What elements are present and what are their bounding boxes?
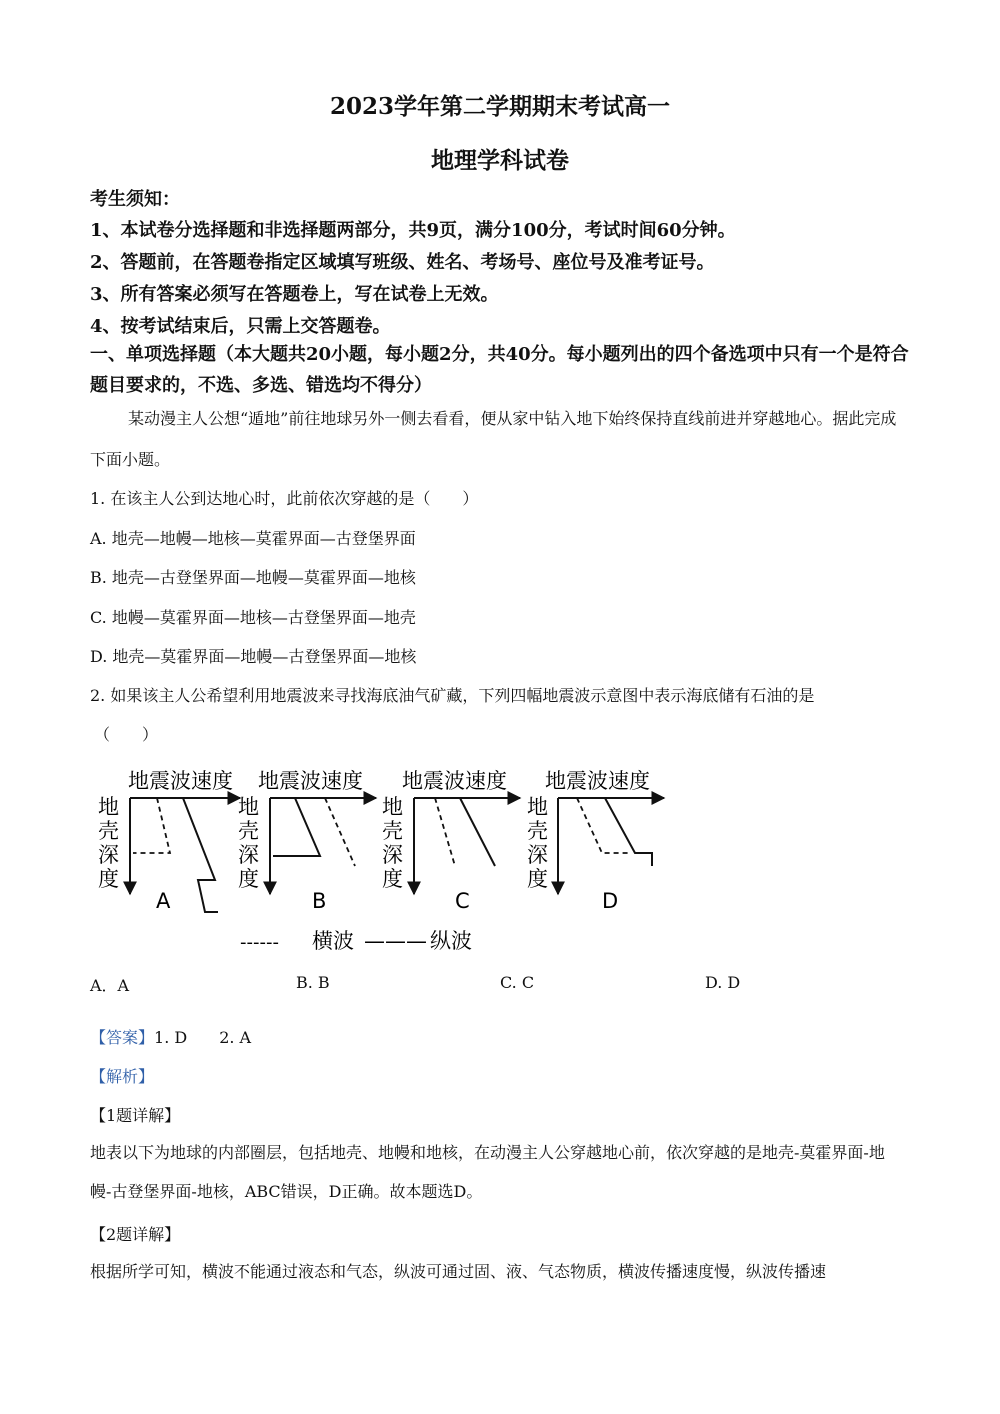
q2-option-c: C. C [500, 973, 535, 992]
panel-d-s-wave [577, 798, 630, 853]
panel-a-y-label [98, 795, 119, 891]
question-intro: 某动漫主人公想“遁地”前往地球另外一侧去看看，便从家中钻入地下始终保持直线前进并穿越地心。据此完成下面小题。 [90, 409, 897, 469]
svg-text:度: 度 [527, 867, 548, 891]
svg-text:度: 度 [238, 867, 259, 891]
q2-answer-paren: （ ） [94, 725, 159, 744]
q1-option-a: A. 地壳—地幔—地核—莫霍界面—古登堡界面 [90, 529, 416, 548]
answer-line [90, 1025, 251, 1048]
detail1-title: 【1题详解】 [90, 1106, 181, 1125]
panel-a-p-wave [183, 798, 218, 912]
diagram-panel-b [238, 769, 376, 913]
panel-c-y-label [382, 795, 403, 891]
panel-c-p-wave [460, 798, 495, 866]
svg-text:地: 地 [382, 795, 403, 819]
panel-b-s-wave [325, 798, 355, 866]
answer-tag: 【答案】 [90, 1028, 155, 1047]
legend-solid-sample: ——— [364, 929, 427, 953]
panel-a-s-wave [133, 798, 170, 853]
diagram-panel-a [98, 769, 240, 913]
q2-option-a: A．A [90, 976, 130, 995]
panel-b-y-label [238, 795, 259, 891]
svg-text:壳: 壳 [98, 819, 119, 843]
panel-c-s-wave [435, 798, 455, 866]
panel-d-x-label: 地震波速度 [545, 769, 650, 793]
section-heading: 一、单项选择题（本大题共20小题，每小题2分，共40分。每小题列出的四个备选项中只有一个是符合题目要求的，不选、多选、错选均不得分） [90, 344, 909, 396]
q1-option-b: B. 地壳—古登堡界面—地幔—莫霍界面—地核 [90, 568, 416, 587]
q2-stem: 2. 如果该主人公希望利用地震波来寻找海底油气矿藏，下列四幅地震波示意图中表示海底储有石油的是 [90, 686, 815, 705]
svg-text:深: 深 [238, 843, 259, 867]
analysis-tag: 【解析】 [90, 1067, 155, 1086]
svg-text:深: 深 [382, 843, 403, 867]
svg-text:壳: 壳 [238, 819, 259, 843]
exam-title: 2023学年第二学期期末考试高一 [329, 93, 670, 120]
q1-stem: 1. 在该主人公到达地心时，此前依次穿越的是（ ） [90, 489, 479, 508]
svg-text:地: 地 [238, 795, 259, 819]
notice-item: 2、答题前，在答题卷指定区域填写班级、姓名、考场号、座位号及准考证号。 [90, 252, 715, 273]
svg-text:地: 地 [98, 795, 119, 819]
exam-subtitle: 地理学科试卷 [431, 147, 569, 174]
legend-dashed-sample: ------ [240, 932, 279, 953]
notice-item: 4、按考试结束后，只需上交答题卷。 [90, 316, 391, 337]
notice-item: 1、本试卷分选择题和非选择题两部分，共9页，满分100分，考试时间60分钟。 [90, 220, 736, 241]
q2-option-b: B. B [296, 973, 330, 992]
panel-c-label: C [455, 889, 470, 913]
detail2-title: 【2题详解】 [90, 1225, 181, 1244]
svg-text:地: 地 [527, 795, 548, 819]
q1-option-c: C. 地幔—莫霍界面—地核—古登堡界面—地壳 [90, 608, 416, 627]
legend-solid-label: 纵波 [430, 929, 472, 953]
svg-text:度: 度 [98, 867, 119, 891]
diagram-panel-d [527, 769, 664, 913]
answer-text: 1. D 2. A [154, 1028, 252, 1047]
svg-text:壳: 壳 [382, 819, 403, 843]
svg-text:深: 深 [527, 843, 548, 867]
svg-text:度: 度 [382, 867, 403, 891]
diagram-legend [240, 929, 472, 953]
panel-a-label: A [156, 889, 171, 913]
panel-d-label: D [602, 889, 619, 913]
detail1-text: 地表以下为地球的内部圈层，包括地壳、地幔和地核，在动漫主人公穿越地心前，依次穿越的是地壳-莫霍界面-地幔-古登堡界面-地核，ABC错误，D正确。故本题选D。 [90, 1143, 885, 1201]
svg-text:深: 深 [98, 843, 119, 867]
q1-option-d: D. 地壳—莫霍界面—地幔—古登堡界面—地核 [90, 647, 417, 666]
panel-c-x-label: 地震波速度 [402, 769, 507, 793]
detail2-text: 根据所学可知，横波不能通过液态和气态，纵波可通过固、液、气态物质，横波传播速度慢，纵波传播速 [90, 1262, 827, 1281]
panel-b-p-wave [273, 798, 320, 856]
legend-dashed-label: 横波 [312, 929, 354, 953]
panel-b-label: B [312, 889, 327, 913]
panel-d-p-wave [605, 798, 652, 866]
seismic-wave-diagram [90, 758, 690, 958]
panel-a-x-label: 地震波速度 [128, 769, 233, 793]
svg-text:壳: 壳 [527, 819, 548, 843]
panel-b-x-label: 地震波速度 [258, 769, 363, 793]
q2-option-d: D. D [705, 973, 741, 992]
panel-d-y-label [527, 795, 548, 891]
notice-heading: 考生须知： [90, 189, 180, 210]
notice-item: 3、所有答案必须写在答题卷上，写在试卷上无效。 [90, 284, 499, 305]
diagram-panel-c [382, 769, 520, 913]
